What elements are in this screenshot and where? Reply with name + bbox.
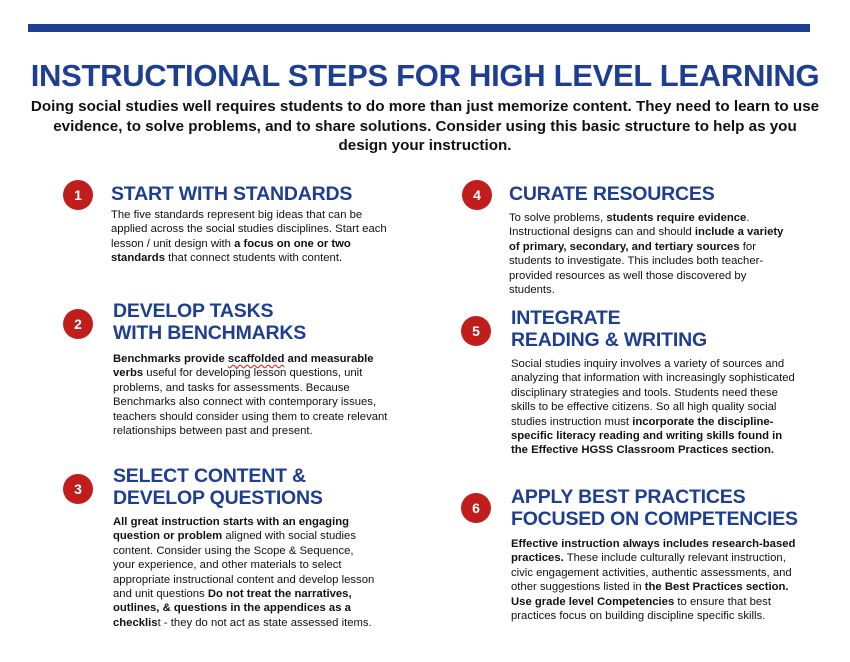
step-body — [113, 515, 375, 630]
emphasis-text: Benchmarks provide — [113, 353, 228, 365]
body-text: to ensure that best practices focus on building discipline specific skills. — [511, 595, 771, 623]
step-number-badge: 6 — [461, 493, 491, 523]
step-heading: INTEGRATE READING & WRITING — [511, 307, 707, 351]
body-text: aligned with social studies content. Consider using the Scope & Sequence, your experience, and other materials to select appropriate instructional content and develop lesson and unit questions — [113, 530, 375, 601]
step-body — [111, 208, 399, 266]
step-number-badge: 1 — [63, 180, 93, 210]
emphasis-text: All great instruction starts with an engaging question or problem — [113, 516, 350, 543]
step-heading: START WITH STANDARDS — [111, 183, 353, 205]
step-heading: DEVELOP TASKS WITH BENCHMARKS — [113, 300, 307, 344]
emphasis-text: include a variety of primary, secondary, and tertiary sources — [509, 226, 784, 253]
step-number-badge: 4 — [462, 180, 492, 210]
step-number-badge: 5 — [461, 316, 491, 346]
page-subtitle: Doing social studies well requires students to do more than just memorize content. They need to learn to use evidence, to solve problems, and to share solutions. Consider using this basic structure to help as you design your instruction. — [30, 98, 820, 154]
body-text: Social studies inquiry involves a variety of sources and analyzing that information with increasingly sophisticated disciplinary strategies and tools. Students need these skills to be effective citizens. So all high quality social studies instruction must — [511, 358, 795, 428]
page-title: INSTRUCTIONAL STEPS FOR HIGH LEVEL LEARNING — [30, 58, 820, 93]
step-heading: SELECT CONTENT & DEVELOP QUESTIONS — [113, 465, 323, 509]
step-number-badge: 2 — [63, 309, 93, 339]
emphasis-text: and measurable verbs — [113, 353, 374, 380]
emphasis-text: incorporate the discipline-specific literacy reading and writing skills found in the Effective HGSS Classroom Practices section. — [511, 415, 783, 457]
step-number-badge: 3 — [63, 474, 93, 504]
body-text: These include culturally relevant instruction, civic engagement activities, authentic assessments, and other suggestions listed in — [511, 552, 792, 594]
emphasis-text: the Best Practices section. Use grade level Competencies — [511, 581, 789, 608]
emphasis-text: Effective instruction always includes research-based practices. — [511, 538, 796, 565]
emphasis-text: scaffolded — [227, 353, 285, 365]
step-heading: APPLY BEST PRACTICES FOCUSED ON COMPETENCIES — [511, 486, 798, 530]
step-body — [113, 352, 398, 438]
body-text: for students to investigate. This includes both teacher-provided resources as well those discovered by students. — [509, 240, 764, 297]
body-text: . Instructional designs can and should — [509, 212, 750, 239]
top-accent-bar — [28, 24, 810, 32]
body-text: The five standards represent big ideas that can be applied across the social studies disciplines. Start each lesson / unit design with — [111, 209, 387, 250]
step-body — [511, 537, 796, 623]
body-text: useful for developing lesson questions, unit problems, and tasks for assessments. Because Benchmarks also connect with contemporary issues, teachers should consider using them to create relevant relationships between past and present. — [113, 367, 388, 438]
emphasis-text: a focus on one or two standards — [111, 237, 351, 265]
body-text: To solve problems, — [509, 212, 607, 224]
body-text: that connect students with content. — [165, 252, 343, 265]
emphasis-text: Do not treat the narratives, outlines, & questions in the appendices as a checklis — [113, 588, 352, 629]
body-text: t - they do not act as state assessed items. — [157, 616, 372, 629]
step-body — [511, 357, 797, 458]
emphasis-text: students require evidence — [606, 212, 747, 224]
step-body — [509, 211, 794, 297]
step-heading: CURATE RESOURCES — [509, 183, 715, 205]
